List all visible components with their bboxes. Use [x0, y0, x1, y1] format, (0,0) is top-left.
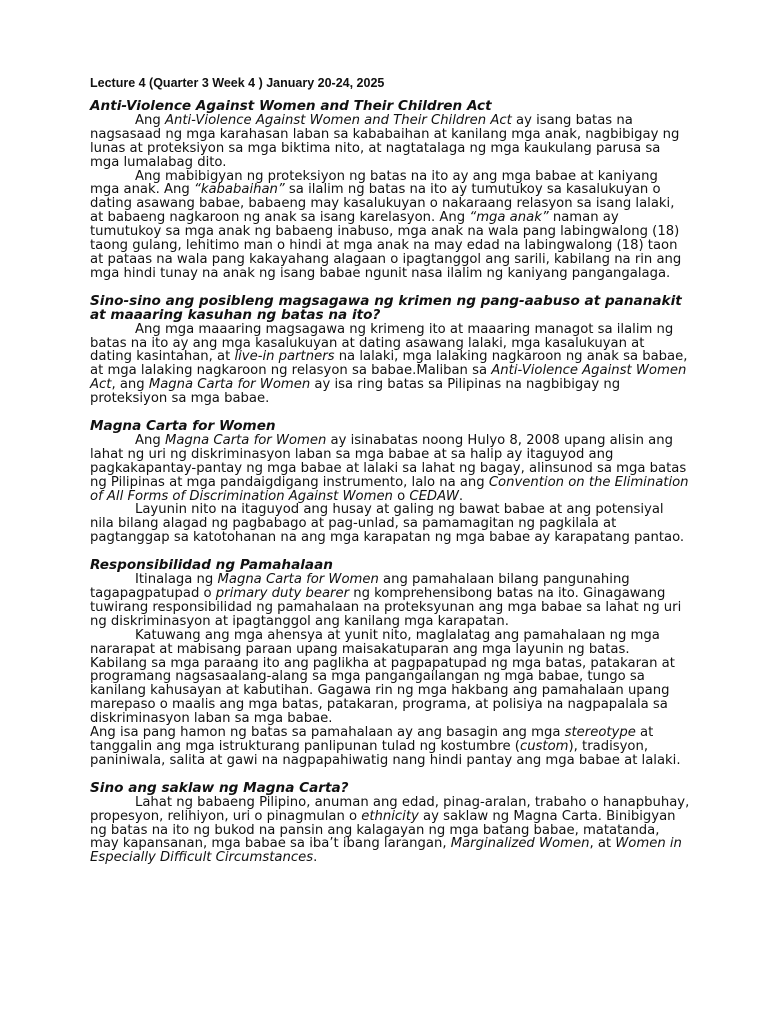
- section-vawc-act: [90, 100, 690, 281]
- paragraph: Ang isa pang hamon ng batas sa pamahalaan ay ang basagin ang mga stereotype at tanggalin ang mga istrukturang panlipunan tulad ng kostumbre (custom), tradisyon, paniniwala, salita at gawi na nagpapahiwatig nang hindi pantay ang mga babae at lalaki.: [90, 725, 681, 768]
- section-title: Magna Carta for Women: [90, 418, 276, 435]
- paragraph: Ang mabibigyan ng proteksiyon ng batas na ito ay ang mga babae at kaniyang mga anak. Ang “kababaihan” sa ilalim ng batas na ito ay tumutukoy sa kasalukuyan o dating asawang babae, babaeng may kasalukuyan o nakaraang relasyon sa isang lalaki, at babaeng nagkaroon ng anak sa isang karelasyon. Ang “mga anak” naman ay tumutukoy sa mga anak ng babaeng inabuso, mga anak na wala pang labingwalong (18) taong gulang, lehitimo man o hindi at mga anak na may edad na labingwalong (18) taon at pataas na wala pang kakayahang alagaan o ipagtanggol ang sarili, kabilang na rin ang mga hindi tunay na anak ng isang babae ngunit nasa ilalim ng kaniyang pangangalaga.: [90, 168, 682, 281]
- paragraph: Ang Anti-Violence Against Women and Their Children Act ay isang batas na nagsasaad ng mga karahasan laban sa kababaihan at kanilang mga anak, nagbibigay ng lunas at proteksiyon sa mga biktima nito, at nagtatalaga ng mga kaukulang parusa sa mga lumalabag dito.: [90, 112, 680, 170]
- section-perpetrators: [90, 292, 690, 407]
- paragraph: Ang mga maaaring magsagawa ng krimeng ito at maaaring managot sa ilalim ng batas na ito ay ang mga kasalukuyan at dating asawang lalaki, mga kasalukuyan at dating kasintahan, at live-in partners na lalaki, mga lalaking nagkaroon ng anak sa babae, at mga lalaking nagkaroon ng relasyon sa babae.Maliban sa Anti-Violence Against Women Act, ang Magna Carta for Women ay isa ring batas sa Pilipinas na nagbibigay ng proteksiyon sa mga babae.: [90, 321, 688, 407]
- paragraph: Katuwang ang mga ahensya at yunit nito, maglalatag ang pamahalaan ng mga nararapat at mabisang paraan upang maisakatuparan ang mga layunin ng batas. Kabilang sa mga paraang ito ang paglikha at pagpapatupad ng mga batas, patakaran at programang nagsasaalang-alang sa mga pangangailangan ng mga babae, tungo sa kanilang kahusayan at kabutihan. Gagawa rin ng mga hakbang ang pamahalaan upang marepaso o maalis ang mga batas, patakaran, programa, at polisiya na nagpapalala sa diskriminasyon laban sa mga babae.: [90, 627, 675, 727]
- paragraph: Itinalaga ng Magna Carta for Women ang pamahalaan bilang pangunahing tagapagpatupad o primary duty bearer ng komprehensibong batas na ito. Ginagawang tuwirang responsibilidad ng pamahalaan na proteksyunan ang mga babae sa lahat ng uri ng diskriminasyon at ipagtanggol ang kanilang mga karapatan.: [90, 572, 682, 629]
- document-page: [90, 76, 690, 865]
- section-magna-carta: [90, 420, 690, 545]
- paragraph: Lahat ng babaeng Pilipino, anuman ang edad, pinag-aralan, trabaho o hanapbuhay, propesyon, relihiyon, uri o pinagmulan o ethnicity ay saklaw ng Magna Carta. Binibigyan ng batas na ito ng bukod na pansin ang kalagayan ng mga batang babae, matatanda, may kapansanan, mga babae sa iba’t ibang larangan, Marginalized Women, at Women in Especially Difficult Circumstances.: [90, 794, 690, 866]
- paragraph: Ang Magna Carta for Women ay isinabatas noong Hulyo 8, 2008 upang alisin ang lahat ng uri ng diskriminasyon laban sa mga babae at sa halip ay itaguyod ang pagkakapantay-pantay ng mga babae at lalaki sa lahat ng bagay, alinsunod sa mga batas ng Pilipinas at mga pandaigdigang instrumento, lalo na ang Convention on the Elimination of All Forms of Discrimination Against Women o CEDAW.: [90, 432, 689, 504]
- section-coverage: [90, 779, 690, 866]
- section-title: Sino ang saklaw ng Magna Carta?: [90, 779, 349, 796]
- section-title: Sino-sino ang posibleng magsagawa ng krimen ng pang-aabuso at pananakit at maaaring kasuhan ng batas na ito?: [90, 292, 682, 323]
- section-government-responsibility: [90, 559, 690, 768]
- paragraph: Layunin nito na itaguyod ang husay at galing ng bawat babae at ang potensiyal nila bilang alagad ng pagbabago at pag-unlad, sa pamamagitan ng pagkilala at pagtanggap sa katotohanan na ang mga karapatan ng mga babae ay karapatang pantao.: [90, 502, 685, 546]
- section-title: Responsibilidad ng Pamahalaan: [90, 557, 333, 574]
- section-title: Anti-Violence Against Women and Their Children Act: [90, 98, 492, 114]
- lecture-header: Lecture 4 (Quarter 3 Week 4 ) January 20-24, 2025: [90, 76, 385, 90]
